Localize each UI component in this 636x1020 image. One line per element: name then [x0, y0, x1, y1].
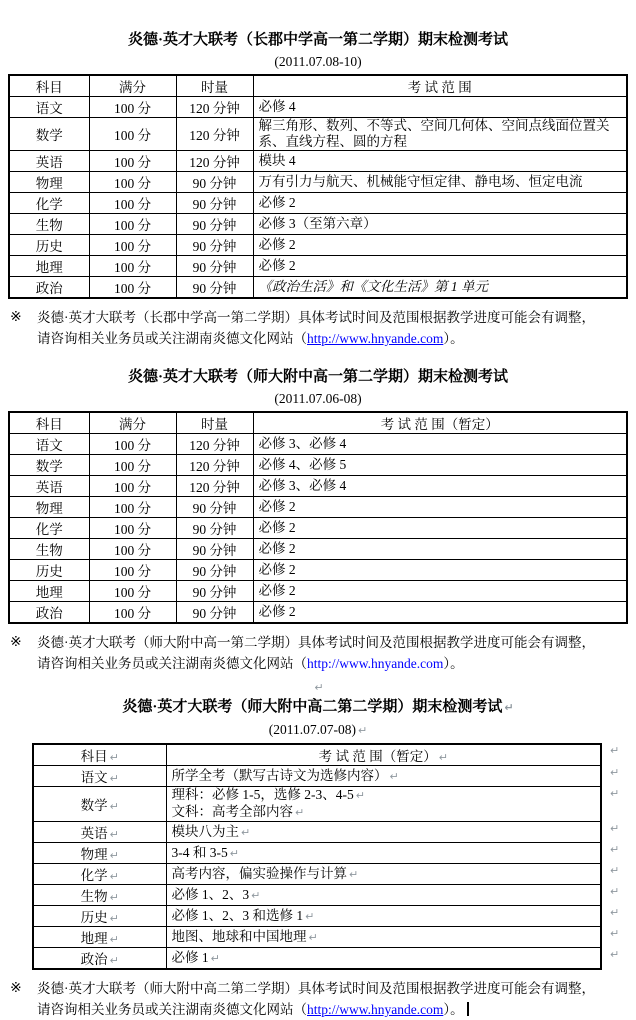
- table-row: [9, 455, 627, 476]
- cell-end-mark-icon: ↵: [438, 751, 448, 764]
- table-row: [33, 822, 601, 843]
- duration-cell: 90 分钟: [176, 256, 253, 277]
- cell-end-mark-icon: ↵: [251, 888, 261, 902]
- exam-schedule-table-shida-g1: [8, 411, 628, 624]
- exam-scope-table-shida-g2: [32, 743, 602, 970]
- row-end-mark-icon: ↵: [610, 822, 620, 835]
- note-marker: ※: [10, 981, 22, 996]
- column-header: 时量: [176, 75, 253, 97]
- row-end-mark-icon: ↵: [610, 885, 620, 898]
- note-shida-g2: [10, 978, 628, 1020]
- table-row: [9, 476, 627, 497]
- column-header: 科目: [9, 412, 89, 434]
- cell-end-mark-icon: ↵: [109, 891, 119, 904]
- cell-end-mark-icon: ↵: [349, 867, 359, 881]
- note-changjun-g1: [10, 307, 628, 349]
- subject-cell: [33, 843, 166, 864]
- exam-schedule-table-changjun-g1: [8, 74, 628, 299]
- range-cell: 万有引力与航天、机械能守恒定律、静电场、恒定电流: [253, 172, 627, 193]
- subject-label: 物理: [80, 847, 108, 862]
- score-cell: 100 分: [89, 118, 176, 151]
- column-header: 科目: [9, 75, 89, 97]
- row-end-mark-icon: ↵: [610, 843, 620, 856]
- subject-cell: [33, 885, 166, 906]
- table-row: [9, 151, 627, 172]
- table-row: [33, 885, 601, 906]
- column-header-label: 科目: [80, 749, 108, 764]
- range-line: [172, 950, 596, 967]
- table-row: [33, 864, 601, 885]
- subject-label: 数学: [80, 798, 108, 813]
- table-row: [9, 497, 627, 518]
- subject-cell: 地理: [9, 581, 89, 602]
- exam-date-changjun-g1: (2011.07.08-10): [274, 54, 362, 69]
- cell-end-mark-icon: ↵: [109, 772, 119, 785]
- range-cell: 必修 2: [253, 539, 627, 560]
- note-marker: ※: [10, 635, 22, 650]
- duration-cell: 120 分钟: [176, 97, 253, 118]
- duration-cell: 90 分钟: [176, 193, 253, 214]
- range-line: [172, 824, 596, 841]
- duration-cell: 120 分钟: [176, 118, 253, 151]
- range-cell: 模块 4: [253, 151, 627, 172]
- range-cell: [166, 885, 601, 906]
- table-row: [9, 214, 627, 235]
- subject-label: 生物: [80, 889, 108, 904]
- score-cell: 100 分: [89, 256, 176, 277]
- exam-title-changjun-g1: 炎德·英才大联考（长郡中学高一第二学期）期末检测考试: [127, 32, 508, 48]
- subject-cell: 生物: [9, 539, 89, 560]
- table-row: [9, 193, 627, 214]
- duration-cell: 90 分钟: [176, 518, 253, 539]
- paragraph-mark-icon: ↵: [358, 724, 368, 737]
- subject-cell: 化学: [9, 193, 89, 214]
- range-cell: 《政治生活》和《文化生活》第 1 单元: [253, 277, 627, 299]
- range-cell: 必修 4、必修 5: [253, 455, 627, 476]
- exam-title-shida-g1: 炎德·英才大联考（师大附中高一第二学期）期末检测考试: [127, 369, 508, 385]
- exam-title-shida-g2: 炎德·英才大联考（师大附中高二第二学期）期末检测考试 ↵: [122, 699, 514, 715]
- header-row: [33, 744, 601, 766]
- subject-cell: [33, 948, 166, 970]
- range-cell: [166, 787, 601, 822]
- table-row: [33, 927, 601, 948]
- duration-cell: 90 分钟: [176, 560, 253, 581]
- column-header: 时量: [176, 412, 253, 434]
- score-cell: 100 分: [89, 518, 176, 539]
- subject-label: 英语: [80, 826, 108, 841]
- cell-end-mark-icon: ↵: [355, 789, 365, 802]
- duration-cell: 90 分钟: [176, 172, 253, 193]
- table-row: [33, 766, 601, 787]
- cell-end-mark-icon: ↵: [109, 751, 119, 764]
- score-cell: 100 分: [89, 434, 176, 455]
- score-cell: 100 分: [89, 214, 176, 235]
- range-line: [172, 908, 596, 925]
- cell-end-mark-icon: ↵: [305, 909, 315, 923]
- cell-end-mark-icon: ↵: [109, 800, 119, 813]
- score-cell: 100 分: [89, 602, 176, 624]
- row-end-mark-icon: ↵: [610, 927, 620, 940]
- subject-cell: 物理: [9, 497, 89, 518]
- column-header: 满分: [89, 75, 176, 97]
- range-cell: 必修 2: [253, 193, 627, 214]
- table-row: [9, 97, 627, 118]
- note-line-2-prefix: 请咨询相关业务员或关注湖南炎德文化网站（: [37, 331, 307, 346]
- subject-cell: 物理: [9, 172, 89, 193]
- empty-paragraph: [0, 680, 636, 694]
- column-header: [166, 744, 601, 766]
- range-line: [172, 887, 596, 904]
- subject-cell: [33, 787, 166, 822]
- subject-cell: 政治: [9, 602, 89, 624]
- column-header: 考 试 范 围: [253, 75, 627, 97]
- cell-end-mark-icon: ↵: [308, 930, 318, 944]
- duration-cell: 90 分钟: [176, 539, 253, 560]
- subject-cell: 政治: [9, 277, 89, 299]
- range-cell: 必修 2: [253, 235, 627, 256]
- note-text: [37, 307, 628, 349]
- note-text: [37, 632, 628, 674]
- subject-label: 地理: [80, 931, 108, 946]
- score-cell: 100 分: [89, 172, 176, 193]
- range-cell: [166, 822, 601, 843]
- table-row: [9, 560, 627, 581]
- table-row: [9, 602, 627, 624]
- table-row: [33, 948, 601, 970]
- exam-date-shida-g2: (2011.07.07-08) ↵: [268, 722, 368, 737]
- range-cell: 必修 3、必修 4: [253, 476, 627, 497]
- table-row: [9, 518, 627, 539]
- range-cell: 必修 2: [253, 256, 627, 277]
- range-cell: [166, 864, 601, 885]
- table-row: [9, 235, 627, 256]
- score-cell: 100 分: [89, 235, 176, 256]
- range-cell: 必修 2: [253, 497, 627, 518]
- row-end-mark-icon: ↵: [610, 766, 620, 779]
- range-line: [172, 866, 596, 883]
- table-row: [9, 118, 627, 151]
- range-text: 必修 1、2、3: [171, 886, 250, 902]
- subject-cell: [33, 927, 166, 948]
- cell-end-mark-icon: ↵: [109, 828, 119, 841]
- cell-end-mark-icon: ↵: [109, 912, 119, 925]
- range-text: 地图、地球和中国地理: [171, 928, 307, 944]
- range-line: [172, 929, 596, 946]
- subject-label: 语文: [80, 770, 108, 785]
- cell-end-mark-icon: ↵: [295, 806, 305, 819]
- duration-cell: 120 分钟: [176, 434, 253, 455]
- score-cell: 100 分: [89, 560, 176, 581]
- range-line: [172, 787, 596, 804]
- cell-end-mark-icon: ↵: [109, 933, 119, 946]
- note-text: [37, 978, 628, 1020]
- range-text: 文科：高考全部内容: [171, 804, 293, 819]
- subject-cell: 英语: [9, 151, 89, 172]
- paragraph-mark-icon: ↵: [314, 681, 324, 694]
- paragraph-mark-icon: ↵: [504, 701, 514, 714]
- note-line-2-prefix: 请咨询相关业务员或关注湖南炎德文化网站（: [37, 1002, 307, 1017]
- row-end-mark-icon: ↵: [610, 787, 620, 800]
- range-cell: 必修 2: [253, 560, 627, 581]
- score-cell: 100 分: [89, 539, 176, 560]
- score-cell: 100 分: [89, 455, 176, 476]
- range-cell: 解三角形、数列、不等式、空间几何体、空间点线面位置关系、直线方程、圆的方程: [253, 118, 627, 151]
- cell-end-mark-icon: ↵: [109, 954, 119, 967]
- duration-cell: 120 分钟: [176, 151, 253, 172]
- range-text: 必修 1: [171, 949, 209, 965]
- subject-cell: 化学: [9, 518, 89, 539]
- cell-end-mark-icon: ↵: [210, 951, 220, 965]
- score-cell: 100 分: [89, 476, 176, 497]
- range-cell: [166, 766, 601, 787]
- score-cell: 100 分: [89, 497, 176, 518]
- range-cell: 必修 3（至第六章）: [253, 214, 627, 235]
- score-cell: 100 分: [89, 151, 176, 172]
- range-text: 必修 1、2、3 和选修 1: [171, 907, 304, 923]
- row-end-mark-icon: ↵: [610, 744, 620, 757]
- subject-cell: 地理: [9, 256, 89, 277]
- website-link[interactable]: http://www.hnyande.com: [307, 331, 444, 346]
- column-header-label: 考 试 范 围（暂定）: [318, 749, 437, 764]
- note-line-1: 炎德·英才大联考（师大附中高一第二学期）具体考试时间及范围根据教学进度可能会有调整，: [37, 635, 595, 650]
- subject-cell: 数学: [9, 118, 89, 151]
- range-cell: 必修 3、必修 4: [253, 434, 627, 455]
- range-cell: [166, 906, 601, 927]
- note-line-1: 炎德·英才大联考（长郡中学高一第二学期）具体考试时间及范围根据教学进度可能会有调整，: [37, 310, 595, 325]
- range-cell: 必修 2: [253, 602, 627, 624]
- subject-label: 历史: [80, 910, 108, 925]
- cell-end-mark-icon: ↵: [389, 769, 399, 783]
- exam-date-shida-g1: (2011.07.06-08): [274, 391, 362, 406]
- score-cell: 100 分: [89, 97, 176, 118]
- column-header: 满分: [89, 412, 176, 434]
- note-line-2-prefix: 请咨询相关业务员或关注湖南炎德文化网站（: [37, 656, 307, 671]
- cell-end-mark-icon: ↵: [229, 846, 239, 860]
- duration-cell: 90 分钟: [176, 277, 253, 299]
- note-shida-g1: [10, 632, 628, 674]
- column-header: 考 试 范 围（暂定）: [253, 412, 627, 434]
- note-line-2-suffix: ）。: [443, 656, 464, 671]
- range-cell: 必修 4: [253, 97, 627, 118]
- range-text: 模块八为主: [171, 823, 239, 839]
- subject-cell: 生物: [9, 214, 89, 235]
- subject-cell: [33, 906, 166, 927]
- exam-scope-table-wrapper: [32, 743, 636, 970]
- note-marker: ※: [10, 310, 22, 325]
- table-row: [33, 843, 601, 864]
- range-text: 3-4 和 3-5: [171, 844, 228, 860]
- duration-cell: 120 分钟: [176, 476, 253, 497]
- subject-cell: 英语: [9, 476, 89, 497]
- row-end-mark-icon: ↵: [610, 906, 620, 919]
- score-cell: 100 分: [89, 277, 176, 299]
- table-row: [9, 277, 627, 299]
- subject-cell: 历史: [9, 235, 89, 256]
- subject-label: 政治: [80, 952, 108, 967]
- cell-end-mark-icon: ↵: [241, 825, 251, 839]
- range-cell: 必修 2: [253, 581, 627, 602]
- duration-cell: 90 分钟: [176, 602, 253, 624]
- duration-cell: 120 分钟: [176, 455, 253, 476]
- website-link[interactable]: http://www.hnyande.com: [307, 656, 444, 671]
- duration-cell: 90 分钟: [176, 581, 253, 602]
- subject-cell: 语文: [9, 97, 89, 118]
- table-row: [33, 787, 601, 822]
- table-row: [33, 906, 601, 927]
- table-row: [9, 434, 627, 455]
- score-cell: 100 分: [89, 581, 176, 602]
- subject-cell: [33, 822, 166, 843]
- note-line-2: [37, 328, 628, 349]
- duration-cell: 90 分钟: [176, 497, 253, 518]
- duration-cell: 90 分钟: [176, 214, 253, 235]
- subject-cell: 语文: [9, 434, 89, 455]
- table-row: [9, 539, 627, 560]
- note-line-1: 炎德·英才大联考（师大附中高二第二学期）具体考试时间及范围根据教学进度可能会有调整，: [37, 981, 595, 996]
- note-line-2: [37, 999, 628, 1020]
- header-row: [9, 75, 627, 97]
- range-cell: [166, 948, 601, 970]
- range-cell: [166, 843, 601, 864]
- range-line: [172, 845, 596, 862]
- subject-cell: [33, 766, 166, 787]
- cell-end-mark-icon: ↵: [109, 849, 119, 862]
- range-text: 所学全考（默写古诗文为选修内容）: [171, 767, 388, 783]
- row-end-mark-icon: ↵: [610, 948, 620, 961]
- row-end-mark-icon: ↵: [610, 864, 620, 877]
- range-cell: 必修 2: [253, 518, 627, 539]
- text-cursor: [467, 1002, 469, 1016]
- subject-cell: 数学: [9, 455, 89, 476]
- note-line-2-suffix: ）。: [443, 1002, 464, 1017]
- subject-cell: 历史: [9, 560, 89, 581]
- note-line-2-suffix: ）。: [443, 331, 464, 346]
- range-text: 高考内容，偏实验操作与计算: [171, 865, 347, 881]
- score-cell: 100 分: [89, 193, 176, 214]
- range-line: [172, 768, 596, 785]
- cell-end-mark-icon: ↵: [109, 870, 119, 883]
- range-cell: [166, 927, 601, 948]
- website-link[interactable]: http://www.hnyande.com: [307, 1002, 444, 1017]
- subject-cell: [33, 864, 166, 885]
- range-text: 理科：必修 1-5，选修 2-3、4-5: [171, 787, 354, 802]
- table-row: [9, 256, 627, 277]
- header-row: [9, 412, 627, 434]
- range-line: [172, 804, 596, 821]
- note-line-2: [37, 653, 628, 674]
- column-header: [33, 744, 166, 766]
- subject-label: 化学: [80, 868, 108, 883]
- table-row: [9, 581, 627, 602]
- table-row: [9, 172, 627, 193]
- duration-cell: 90 分钟: [176, 235, 253, 256]
